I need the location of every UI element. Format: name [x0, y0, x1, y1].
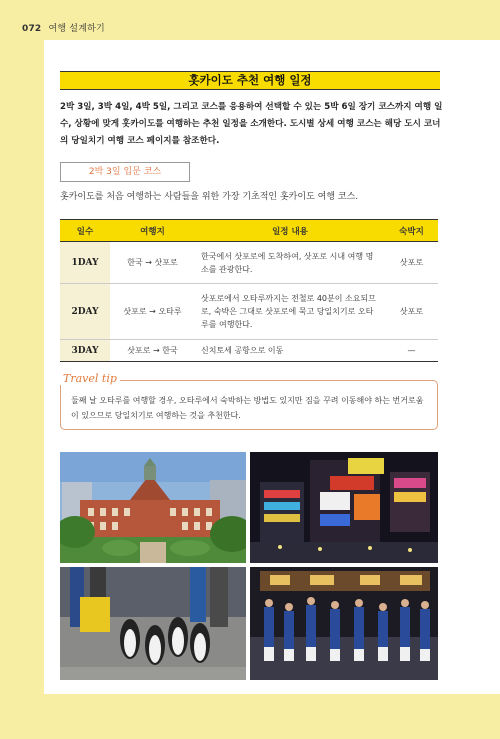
header-destination: 여행지	[110, 220, 195, 242]
table-row	[60, 284, 438, 340]
row-stay: —	[385, 340, 438, 362]
row-destination: 한국 → 삿포로	[110, 242, 195, 284]
course-tag: 2박 3일 입문 코스	[60, 162, 190, 182]
table-row	[60, 340, 438, 362]
itinerary-table	[60, 219, 438, 362]
row-day: 2DAY	[60, 284, 110, 340]
page-title: 홋카이도 추천 여행 일정	[60, 71, 440, 90]
row-day: 1DAY	[60, 242, 110, 284]
row-destination: 삿포로 → 한국	[110, 340, 195, 362]
page-footer-band	[0, 694, 500, 739]
row-detail: 삿포로에서 오타루까지는 전철로 40분이 소요되므로, 숙박은 그대로 삿포로에 묵고 당일치기로 오타루를 여행한다.	[195, 284, 385, 340]
photo-susukino-night	[250, 452, 438, 563]
section-title: 여행 설계하기	[48, 24, 105, 34]
photo-former-government-office	[60, 452, 246, 563]
row-day: 3DAY	[60, 340, 110, 362]
row-stay: 삿포로	[385, 284, 438, 340]
row-detail: 한국에서 삿포로에 도착하여, 삿포로 시내 여행 명소를 관광한다.	[195, 242, 385, 284]
page-number-value: 072	[22, 24, 42, 34]
travel-tip-text: 둘째 날 오타루를 여행할 경우, 오타루에서 숙박하는 방법도 있지만 짐을 꾸려 이동해야 하는 번거로움이 있으므로 당일치기로 여행하는 것을 추천한다.	[71, 396, 424, 420]
table-header-row	[60, 220, 438, 242]
travel-tip-label: Travel tip	[60, 372, 120, 385]
intro-paragraph: 2박 3일, 3박 4일, 4박 5일, 그리고 코스를 응용하여 선택할 수 있는 5박 6일 장기 코스까지 여행 일수, 상황에 맞게 홋카이도를 여행하는 추천 일정을 소개한다. 도시별 상세 여행 코스는 해당 도시 코너의 당일치기 여행 코스 페이지를 참조한다.	[60, 102, 443, 146]
header-days: 일수	[60, 220, 110, 242]
travel-tip-box	[60, 380, 438, 430]
table-row	[60, 242, 438, 284]
photo-yosakoi-festival	[250, 567, 438, 680]
page-header	[0, 0, 500, 40]
row-stay: 삿포로	[385, 242, 438, 284]
header-schedule: 일정 내용	[195, 220, 385, 242]
photo-penguin-walk	[60, 567, 246, 680]
header-stay: 숙박지	[385, 220, 438, 242]
row-detail: 신치토세 공항으로 이동	[195, 340, 385, 362]
page-number	[22, 21, 105, 34]
row-destination: 삿포로 → 오타루	[110, 284, 195, 340]
course-description: 홋카이도를 처음 여행하는 사람들을 위한 가장 기초적인 홋카이도 여행 코스.	[60, 192, 359, 202]
